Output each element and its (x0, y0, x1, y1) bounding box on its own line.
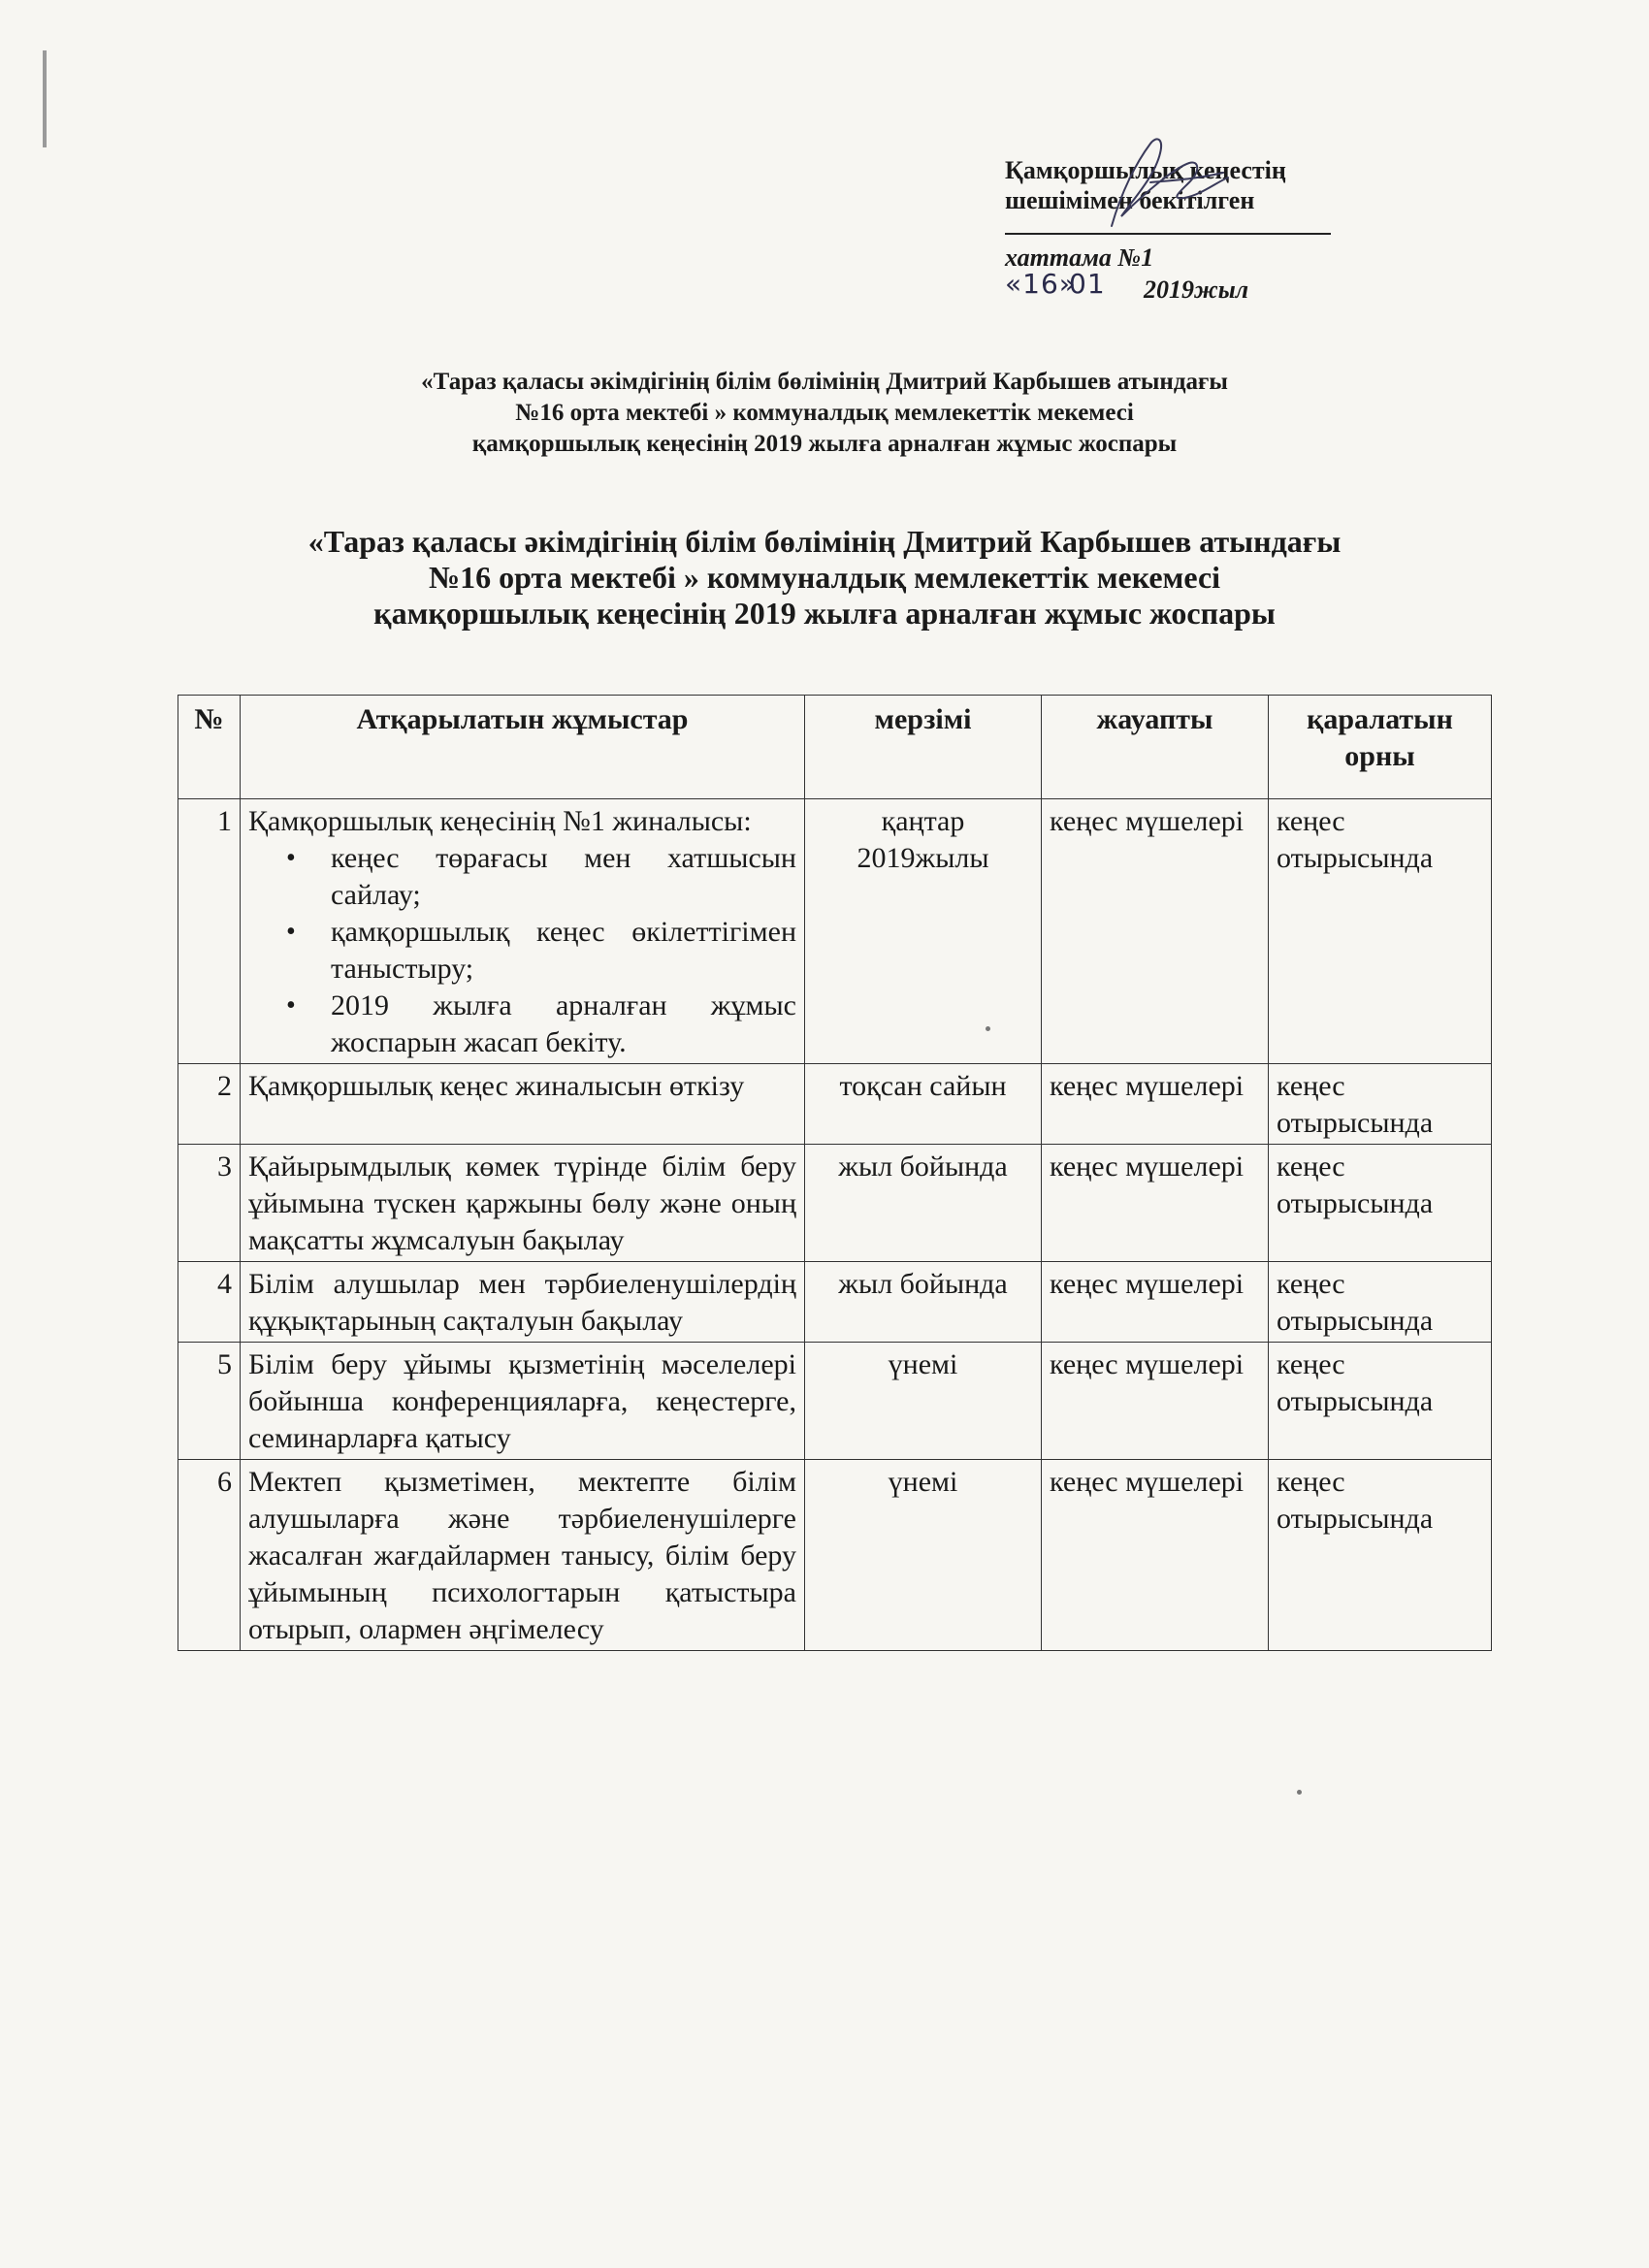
row-responsible: кеңес мүшелері (1042, 1064, 1269, 1145)
list-item: • қамқоршылық кеңес өкілеттігімен таныстыру; (331, 914, 796, 988)
list-item: • кеңес төрағасы мен хатшысын сайлау; (331, 840, 796, 914)
row-number: 3 (178, 1145, 241, 1262)
row-place: кеңес отырысында (1269, 1145, 1492, 1262)
header-date: мерзімі (805, 696, 1042, 799)
row-date: жыл бойында (805, 1262, 1042, 1343)
row-number: 1 (178, 799, 241, 1064)
row-responsible: кеңес мүшелері (1042, 1460, 1269, 1651)
row-date: жыл бойында (805, 1145, 1042, 1262)
work-plan-table (178, 695, 1492, 1651)
row-date: үнемі (805, 1460, 1042, 1651)
row-task: Мектеп қызметімен, мектепте білім алушыларға және тәрбиеленушілерге жасалған жағдайлармен танысу, білім беру ұйымының психологтарын қатыстыра отырып, олармен әңгімелесу (241, 1460, 805, 1651)
row-place: кеңес отырысында (1269, 799, 1492, 1064)
row-date: қаңтар 2019жылы (805, 799, 1042, 1064)
row-place: кеңес отырысында (1269, 1460, 1492, 1651)
table-row (178, 1262, 1492, 1343)
row-responsible: кеңес мүшелері (1042, 1262, 1269, 1343)
row-number: 6 (178, 1460, 241, 1651)
table-row (178, 1064, 1492, 1145)
row-number: 4 (178, 1262, 241, 1343)
title-line-2: №16 орта мектебі » коммуналдық мемлекеттік мекемесі (428, 560, 1221, 595)
approval-date-month: 01 (1069, 268, 1106, 300)
list-item: • 2019 жылға арналған жұмыс жоспарын жасап бекіту. (331, 988, 796, 1061)
row-number: 2 (178, 1064, 241, 1145)
row-task (241, 799, 805, 1064)
header-num: № (178, 696, 241, 799)
header-line-2: №16 орта мектебі » коммуналдық мемлекеттік мекемесі (515, 400, 1134, 426)
header-place: қаралатын орны (1269, 696, 1492, 799)
document-header (0, 367, 1649, 460)
row-responsible: кеңес мүшелері (1042, 1343, 1269, 1460)
table-row (178, 1145, 1492, 1262)
approval-date-year: 2019жыл (1144, 275, 1249, 304)
row-task: Білім беру ұйымы қызметінің мәселелері бойынша конференцияларға, кеңестерге, семинарларға қатысу (241, 1343, 805, 1460)
row-task: Білім алушылар мен тәрбиеленушілердің құқықтарының сақталуын бақылау (241, 1262, 805, 1343)
row-date: тоқсан сайын (805, 1064, 1042, 1145)
scan-speck (1297, 1790, 1302, 1795)
row-task: Қайырымдылық көмек түрінде білім беру ұйымына түскен қаржыны бөлу және оның мақсатты жұмсалуын бақылау (241, 1145, 805, 1262)
row-place: кеңес отырысында (1269, 1343, 1492, 1460)
approval-line-2: шешімімен бекітілген (1005, 186, 1255, 214)
header-task: Атқарылатын жұмыстар (241, 696, 805, 799)
row-responsible: кеңес мүшелері (1042, 799, 1269, 1064)
table-row (178, 1343, 1492, 1460)
row-task-text: Қамқоршылық кеңесінің №1 жиналысы: (248, 805, 752, 837)
title-line-3: қамқоршылық кеңесінің 2019 жылға арналған жұмыс жоспары (373, 596, 1276, 631)
document-title (0, 524, 1649, 632)
row-place: кеңес отырысында (1269, 1262, 1492, 1343)
row-task: Қамқоршылық кеңес жиналысын өткізу (241, 1064, 805, 1145)
table-header-row (178, 696, 1492, 799)
approval-protocol: хаттама №1 (1005, 243, 1154, 272)
scan-speck (986, 1026, 990, 1031)
scan-edge-mark (43, 50, 47, 147)
handwritten-signature (1092, 124, 1247, 241)
header-line-3: қамқоршылық кеңесінің 2019 жылға арналған жұмыс жоспары (471, 431, 1178, 457)
row-date: үнемі (805, 1343, 1042, 1460)
header-line-1: «Тараз қаласы әкімдігінің білім бөлімінің Дмитрий Карбышев атындағы (421, 369, 1228, 395)
title-line-1: «Тараз қаласы әкімдігінің білім бөлімінің Дмитрий Карбышев атындағы (307, 524, 1342, 559)
table-row (178, 1460, 1492, 1651)
row-place: кеңес отырысында (1269, 1064, 1492, 1145)
header-responsible: жауапты (1042, 696, 1269, 799)
approval-line-1: Қамқоршылық кеңестің (1005, 156, 1286, 184)
row-responsible: кеңес мүшелері (1042, 1145, 1269, 1262)
approval-date-day: «16» (1005, 268, 1077, 300)
row-number: 5 (178, 1343, 241, 1460)
table-row (178, 799, 1492, 1064)
task-bullet-list (248, 840, 796, 1061)
approval-date (1005, 268, 1335, 306)
